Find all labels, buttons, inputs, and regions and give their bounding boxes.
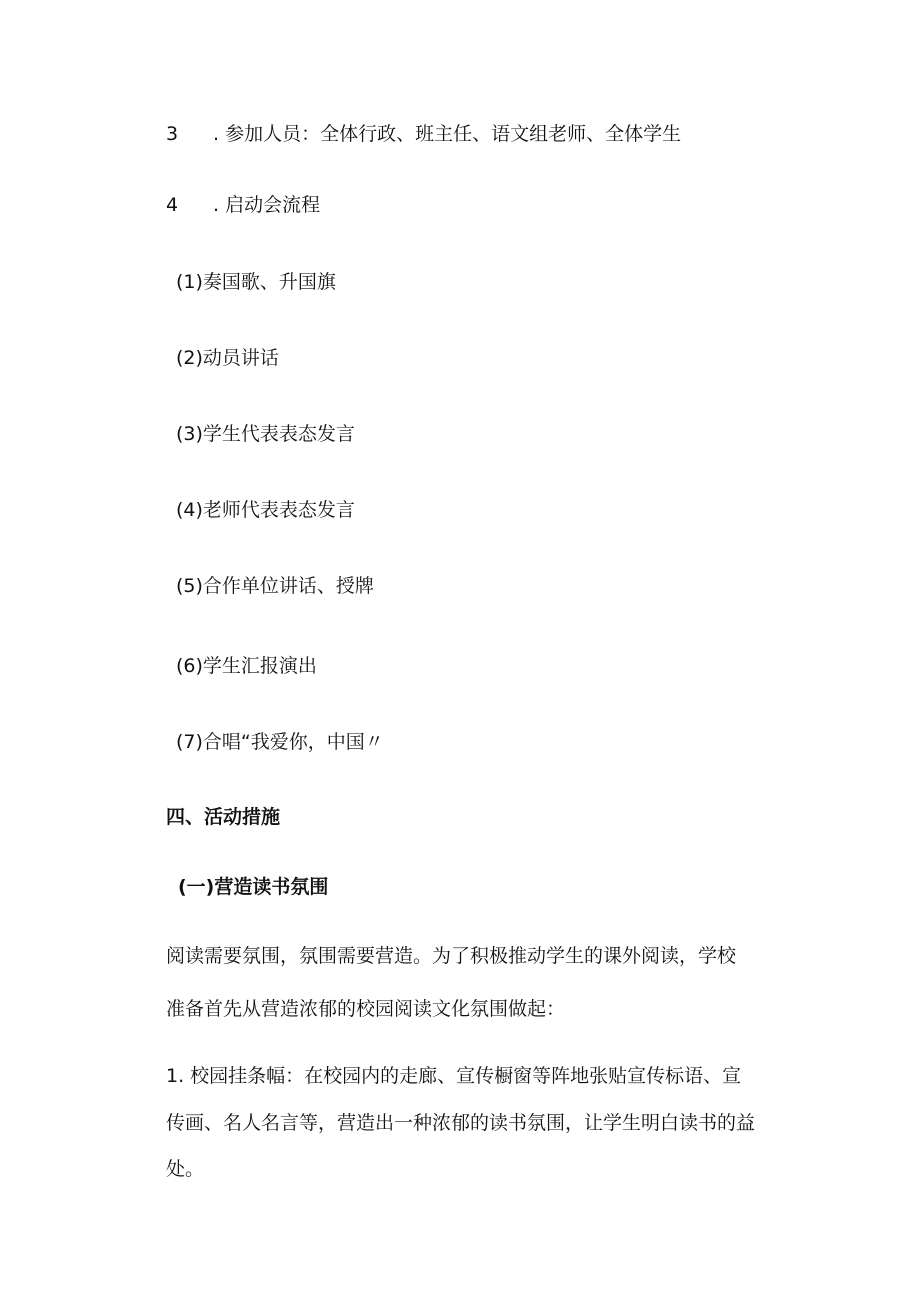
item-4-number: 4: [166, 194, 179, 216]
paragraph-2-line-2: 传画、名人名言等，营造出一种浓郁的读书氛围，让学生明白读书的益: [166, 1112, 756, 1134]
step-3: (3)学生代表表态发言: [176, 423, 355, 445]
item-3-number: 3: [166, 123, 179, 145]
section-heading: 四、活动措施: [166, 806, 281, 828]
paragraph-2-line-3: 处。: [166, 1158, 205, 1180]
step-2: (2)动员讲话: [176, 347, 279, 369]
step-4: (4)老师代表表态发言: [176, 499, 355, 521]
paragraph-1-line-2: 准备首先从营造浓郁的校园阅读文化氛围做起：: [166, 998, 566, 1020]
step-6: (6)学生汇报演出: [176, 655, 317, 677]
paragraph-2-line-1: 1. 校园挂条幅：在校园内的走廊、宣传橱窗等阵地张贴宣传标语、宣: [166, 1065, 742, 1087]
step-1: (1)奏国歌、升国旗: [176, 271, 336, 293]
item-3-text: . 参加人员：全体行政、班主任、语文组老师、全体学生: [213, 123, 682, 145]
item-4-text: . 启动会流程: [213, 194, 321, 216]
step-7: (7)合唱“我爱你，中国〃: [176, 731, 384, 753]
subsection-heading: (一)营造读书氛围: [178, 876, 329, 898]
step-5: (5)合作单位讲话、授牌: [176, 575, 374, 597]
paragraph-1-line-1: 阅读需要氛围，氛围需要营造。为了积极推动学生的课外阅读，学校: [166, 945, 737, 967]
